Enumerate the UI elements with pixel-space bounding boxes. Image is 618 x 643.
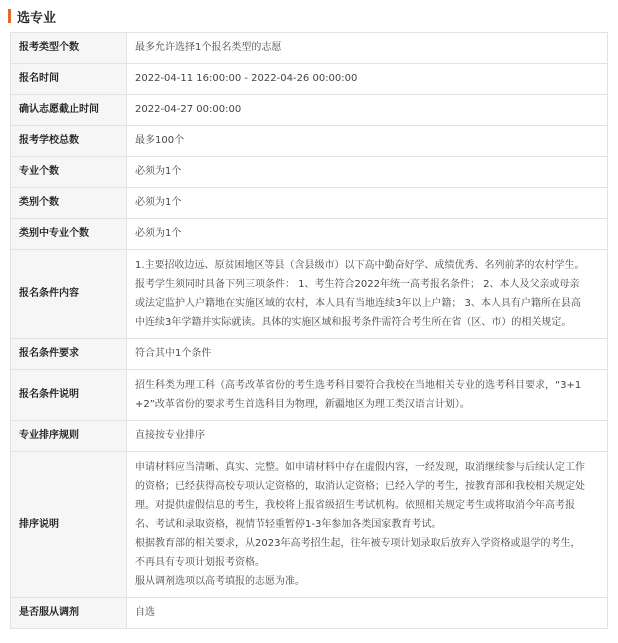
text-line: 招生科类为理工科（高考改革省份的考生选考科目要符合我校在当地相关专业的选考科目要求，“3+1 [135, 380, 582, 391]
table-row [11, 250, 608, 339]
text-line: 根据教育部的相关要求，从2023年高考招生起，往年被专项计划录取后放弃入学资格或退学的考生， [135, 538, 581, 549]
info-table [10, 32, 608, 629]
table-row [11, 157, 608, 188]
row-value: 2022-04-27 00:00:00 [127, 95, 608, 126]
table-row [11, 339, 608, 370]
row-label: 专业个数 [11, 157, 127, 188]
text-line: 名、考试和录取资格，视情节轻重暂停1-3年参加各类国家教育考试。 [135, 519, 442, 530]
row-value: 直接按专业排序 [127, 421, 608, 452]
text-line: 中连续3年学籍并实际就读。具体的实施区域和报考条件需符合考生所在省（区、市）的相关规定。 [135, 317, 572, 328]
text-line: 或法定监护人户籍地在实施区域的农村，本人具有当地连续3年以上户籍； 3、本人具有户籍所在县高 [135, 298, 581, 309]
table-row [11, 452, 608, 598]
text-line: 申请材料应当清晰、真实、完整。如申请材料中存在虚假内容，一经发现，取消继续参与后续认定工作 [135, 462, 585, 473]
table-row [11, 370, 608, 421]
table-row [11, 33, 608, 64]
row-label: 专业排序规则 [11, 421, 127, 452]
row-value: 自选 [127, 598, 608, 629]
row-label: 报名时间 [11, 64, 127, 95]
section-title: 选专业 [17, 10, 57, 26]
table-row [11, 219, 608, 250]
section-header [0, 0, 618, 32]
row-value: 2022-04-11 16:00:00 - 2022-04-26 00:00:00 [127, 64, 608, 95]
row-value [127, 250, 608, 339]
row-label: 是否服从调剂 [11, 598, 127, 629]
row-label: 报名条件说明 [11, 370, 127, 421]
text-line: 理。对提供虚假信息的考生，我校将上报省级招生考试机构。依照相关规定考生或将取消今年高考报 [135, 500, 575, 511]
row-value [127, 452, 608, 598]
row-label: 报名条件内容 [11, 250, 127, 339]
text-line: 服从调剂选项以高考填报的志愿为准。 [135, 576, 305, 587]
table-row [11, 126, 608, 157]
row-value: 最多允许选择1个报名类型的志愿 [127, 33, 608, 64]
row-label: 类别个数 [11, 188, 127, 219]
row-label: 报考类型个数 [11, 33, 127, 64]
text-line: 报考学生须同时具备下列三项条件： 1、考生符合2022年统一高考报名条件； 2、本人及父亲或母亲 [135, 279, 580, 290]
row-value: 必须为1个 [127, 188, 608, 219]
text-line: 不再具有专项计划报考资格。 [135, 557, 265, 568]
row-value [127, 370, 608, 421]
text-line: +2”改革省份的要求考生首选科目为物理，新疆地区为理工类汉语言计划）。 [135, 399, 470, 410]
row-label: 类别中专业个数 [11, 219, 127, 250]
table-row [11, 421, 608, 452]
text-line: 的资格；已经获得高校专项认定资格的，取消认定资格；已经入学的考生，按教育部和我校相关规定处 [135, 481, 585, 492]
row-label: 报考学校总数 [11, 126, 127, 157]
table-row [11, 95, 608, 126]
text-line: 1.主要招收边远、原贫困地区等县（含县级市）以下高中勤奋好学、成绩优秀、名列前茅的农村学生。 [135, 260, 585, 271]
row-value: 必须为1个 [127, 219, 608, 250]
row-label: 排序说明 [11, 452, 127, 598]
row-value: 符合其中1个条件 [127, 339, 608, 370]
row-label: 报名条件要求 [11, 339, 127, 370]
section-accent-bar [8, 9, 11, 23]
table-row [11, 64, 608, 95]
row-value: 最多100个 [127, 126, 608, 157]
row-label: 确认志愿截止时间 [11, 95, 127, 126]
table-row [11, 598, 608, 629]
table-row [11, 188, 608, 219]
row-value: 必须为1个 [127, 157, 608, 188]
